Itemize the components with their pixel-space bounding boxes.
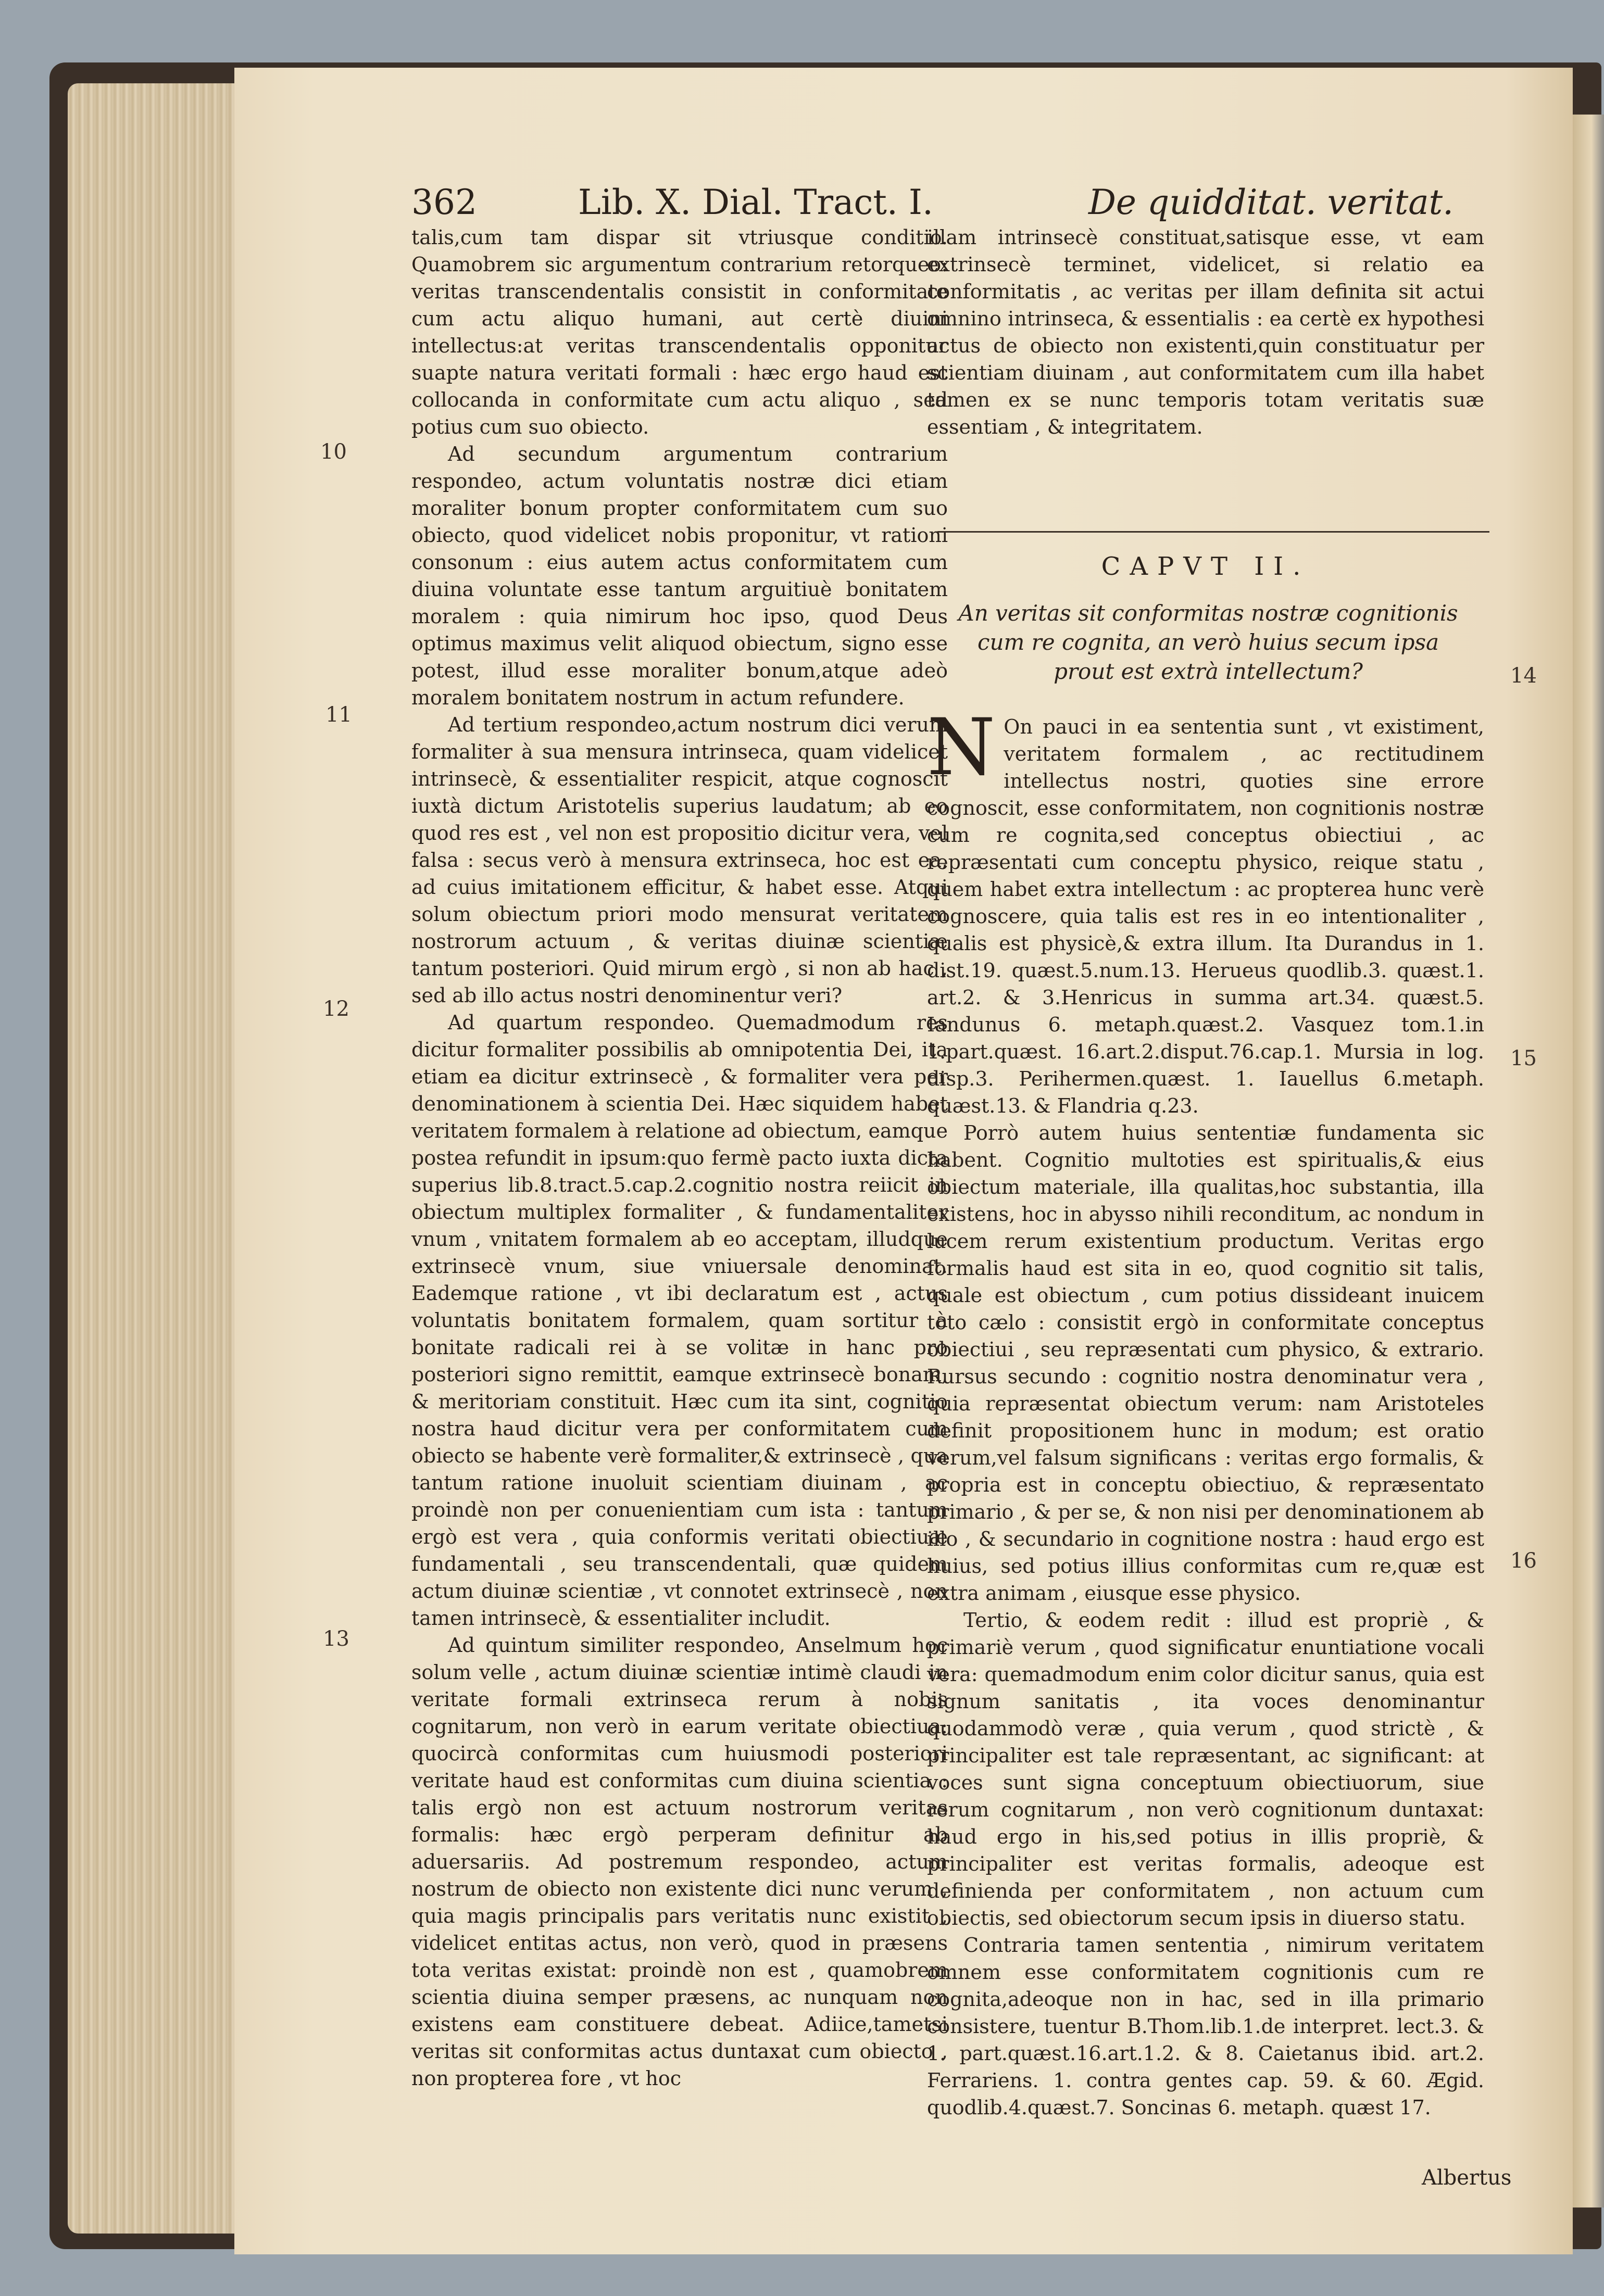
paragraph-text: On pauci in ea sententia sunt , vt existiment, veritatem formalem , ac rectitudinem intellectus nostri, quoties sine errore cognoscit, esse conformitatem, non cognitionis nostræ cum re cognita,sed conceptus obiectiui , ac repræsentati cum conceptu physico, reique statu , quem habet extra intellectum : ac propterea hunc verè cognoscere, quia talis est res in eo intentionaliter , qualis est physicè,& extra illum. Ita Durandus in 1. dist.19. quæst.5.num.13. Herueus quodlib.3. quæst.1. art.2. & 3.Henricus in summa art.34. quæst.5. Iandunus 6. metaph.quæst.2. Vasquez tom.1.in 1.part.quæst. 16.art.2.disput.76.cap.1. Mursia in log. disp.3. Perihermen.quæst. 1. Iauellus 6.metaph. quæst.13. & Flandria q.23.: [927, 715, 1484, 1117]
catchword: Albertus: [1422, 2166, 1512, 2190]
book-reference: Lib. X. Dial. Tract. I.: [578, 182, 933, 222]
left-text-column: [411, 224, 948, 2092]
chapter-question: An veritas sit conformitas nostræ cognitionis cum re cognita, an verò huius secum ipsa prout est extrà intellectum?: [958, 600, 1458, 684]
chapter-heading: CAPVT II.: [1101, 552, 1310, 581]
facing-page-edge: [1573, 115, 1604, 2207]
margin-number-14: 14: [1510, 664, 1537, 688]
book-page: [234, 68, 1573, 2254]
running-title: De quidditat. veritat.: [1088, 182, 1454, 222]
section-divider: [937, 531, 1489, 533]
paragraph: talis,cum tam dispar sit vtriusque conditio. Quamobrem sic argumentum contrarium retorqueo: veritas transcendentalis consistit in conformitate cum actu aliquo humani, aut certè diuini intellectus:at veritas transcendentalis opponitur suapte natura veritati formali : hæc ergo haud est collocanda in conformitate cum actu aliquo , sed potius cum suo obiecto.: [411, 226, 948, 438]
margin-number-12: 12: [323, 997, 349, 1021]
paragraph: Ad quartum respondeo. Quemadmodum res dicitur formaliter possibilis ab omnipotentia Dei, ita etiam ea dicitur extrinsecè , & formaliter vera per denominationem à scientia Dei. Hæc siquidem habet veritatem formalem à relatione ad obiectum, eamque postea refundit in ipsum:quo fermè pacto iuxta dicta superius lib.8.tract.5.cap.2.cognitio nostra reiicit in obiectum multiplex formaliter , & fundamentaliter vnum , vnitatem formalem ab eo acceptam, illudque extrinsecè vnum, siue vniuersale denominat. Eademque ratione , vt ibi declaratum est , actus voluntatis bonitatem formalem, quam sortitur à bonitate radicali rei à se volitæ in hanc pro posteriori signo remittit, eamque extrinsecè bonam, & meritoriam constituit. Hæc cum ita sint, cognitio nostra haud dicitur vera per conformitatem cum obiecto se habente verè formaliter,& extrinsecè , qua tantum ratione inuoluit scientiam diuinam , ac proindè non per conuenientiam cum ista : tantum ergò est vera , quia conformis veritati obiectiuæ fundamentali , seu transcendentali, quæ quidem actum diuinæ scientiæ , vt connotet extrinsecè , non tamen intrinsecè, & essentialiter includit.: [411, 1011, 948, 1630]
running-head: [411, 172, 1526, 229]
right-text-column: [927, 702, 1485, 2121]
paragraph: Ad secundum argumentum contrarium respondeo, actum voluntatis nostræ dici etiam moraliter bonum propter conformitatem cum suo obiecto, quod videlicet nobis proponitur, vt rationi consonum : eius autem actus conformitatem cum diuina voluntate esse tantum arguitiuè bonitatem moralem : quia nimirum hoc ipso, quod Deus optimus maximus velit aliquod obiectum, signo esse potest, illud esse moraliter bonum,atque adeò moralem bonitatem nostrum in actum refundere.: [411, 443, 948, 709]
margin-number-13: 13: [323, 1627, 349, 1651]
paragraph: Ad tertium respondeo,actum nostrum dici verum formaliter à sua mensura intrinseca, quam videlicet intrinsecè, & essentialiter respicit, atque cognoscit iuxtà dictum Aristotelis superius laudatum; ab eo quod res est , vel non est propositio dicitur vera, vel falsa : secus verò à mensura extrinseca, hoc est ea, ad cuius imitationem efficitur, & habet esse. Atqui solum obiectum priori modo mensurat veritatem nostrorum actuum , & veritas diuinæ scientiæ tantum posteriori. Quid mirum ergò , si non ab hac , sed ab illo actus nostri denominentur veri?: [411, 713, 948, 1007]
margin-number-16: 16: [1510, 1549, 1537, 1573]
paragraph: Tertio, & eodem redit : illud est propriè , & primariè verum , quod significatur enuntiatione vocali vera: quemadmodum enim color dicitur sanus, quia est signum sanitatis , ita voces denominantur quodammodò veræ , quia verum , quod strictè , & principaliter est tale repræsentant, ac significant: at voces sunt signa conceptuum obiectiuorum, siue rerum cognitarum , non verò cognitionum duntaxat: haud ergo in his,sed potius in illis propriè, & principaliter est veritas formalis, adeoque est definienda per conformitatem , non actuum cum obiectis, sed obiectorum secum ipsis in diuerso statu.: [927, 1609, 1484, 1929]
margin-number-10: 10: [320, 440, 347, 464]
right-text-column-top: [927, 224, 1484, 440]
drop-cap: N: [927, 702, 996, 793]
paragraph: illam intrinsecè constituat,satisque esse, vt eam extrinsecè terminet, videlicet, si relatio ea conformitatis , ac veritas per illam definita sit actui omnino intrinseca, & essentialis : ea certè ex hypothesi actus de obiecto non existenti,quin constituatur per scientiam diuinam , aut conformitatem cum illa habet tamen ex se nunc temporis totam veritatis suæ essentiam , & integritatem.: [927, 226, 1484, 438]
paragraph: Ad quintum similiter respondeo, Anselmum hoc solum velle , actum diuinæ scientiæ intimè claudi in veritate formali extrinseca rerum à nobis cognitarum, non verò in earum veritate obiectiua: quocircà conformitas cum huiusmodi posteriori veritate haud est conformitas cum diuina scientia : talis ergò non est actuum nostrorum veritas formalis: hæc ergò perperam definitur ab aduersariis. Ad postremum respondeo, actum nostrum de obiecto non existente dici nunc verum , quia magis principalis pars veritatis nunc existit , videlicet entitas actus, non verò, quod in præsens tota veritas existat: proindè non est , quamobrem scientia diuina semper præsens, ac nunquam non existens eam constituere debeat. Adiice,tametsi veritas sit conformitas actus duntaxat cum obiecto , non propterea fore , vt hoc: [411, 1634, 948, 2090]
paragraph: Porrò autem huius sententiæ fundamenta sic habent. Cognitio multoties est spiritualis,& eius obiectum materiale, illa qualitas,hoc substantia, illa existens, hoc in abysso nihili reconditum, ac nondum in lucem rerum existentium productum. Veritas ergo formalis haud est sita in eo, quod cognitio sit talis, quale est obiectum , cum potius dissideant inuicem toto cælo : consistit ergò in conformitate conceptus obiectiui , seu repræsentati cum physico, & extrario. Rursus secundo : cognitio nostra denominatur vera , quia repræsentat obiectum verum: nam Aristoteles definit propositionem hunc in modum; est oratio verum,vel falsum significans : veritas ergo formalis, & propria est in conceptu obiectiuo, & repræsentato primario , & per se, & non nisi per denominationem ab illo , & secundario in cognitione nostra : haud ergo est huius, sed potius illius conformitas cum re,quæ est extra animam , eiusque esse physico.: [927, 1121, 1485, 1605]
paragraph-with-dropcap: [927, 702, 1484, 1119]
margin-number-15: 15: [1510, 1046, 1537, 1070]
page-number: 362: [411, 182, 477, 222]
margin-number-11: 11: [325, 703, 352, 727]
page-edges: [68, 83, 240, 2234]
paragraph: Contraria tamen sententia , nimirum veritatem omnem esse conformitatem cognitionis cum re cognita,adeoque non in hac, sed in illa primario consistere, tuentur B.Thom.lib.1.de interpret. lect.3. & 1. part.quæst.16.art.1.2. & 8. Caietanus ibid. art.2. Ferrariens. 1. contra gentes cap. 59. & 60. Ægid. quodlib.4.quæst.7. Soncinas 6. metaph. quæst 17.: [927, 1934, 1484, 2119]
